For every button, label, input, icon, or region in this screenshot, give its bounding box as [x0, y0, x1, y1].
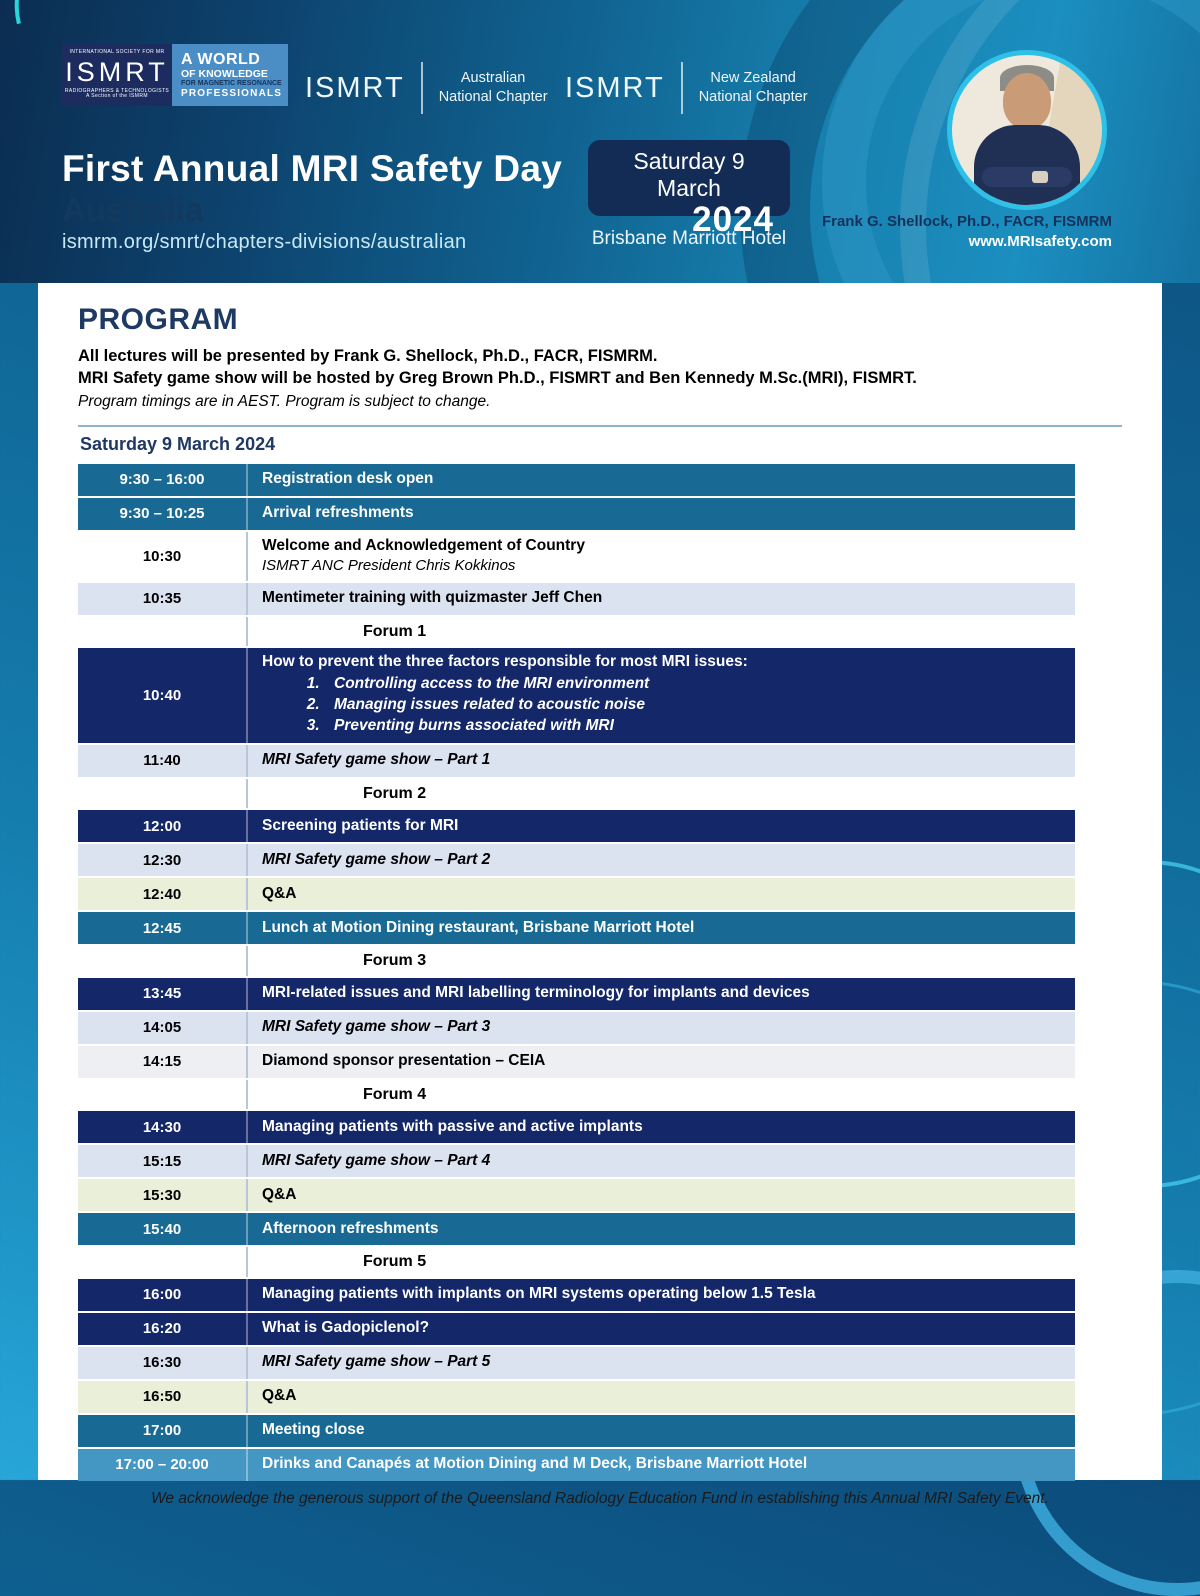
schedule-row — [78, 1415, 1075, 1447]
schedule-time: 9:30 – 16:00 — [78, 464, 248, 496]
schedule-time: 15:30 — [78, 1179, 248, 1211]
event-date: Saturday 9 March — [633, 148, 745, 201]
event-title-text: Meeting close — [262, 1421, 365, 1439]
schedule-row — [78, 878, 1075, 910]
ismrt-logo-mark — [62, 44, 172, 106]
schedule-row — [78, 1213, 1075, 1245]
event-year: 2024 — [692, 200, 774, 239]
program-timing-note: Program timings are in AEST. Program is subject to change. — [78, 392, 491, 410]
schedule-time: 13:45 — [78, 978, 248, 1010]
chapter-region: New Zealand — [710, 70, 796, 87]
event-title-text: MRI Safety game show – Part 4 — [262, 1151, 491, 1169]
schedule-event — [248, 1013, 1075, 1042]
program-sheet — [38, 283, 1162, 1507]
event-list-item: 1. Controlling access to the MRI environment — [324, 675, 1061, 694]
schedule-row — [78, 1046, 1075, 1078]
schedule-event — [248, 979, 1075, 1008]
schedule-event — [248, 880, 1075, 909]
schedule-time: 15:40 — [78, 1213, 248, 1245]
event-list-item: 3. Preventing burns associated with MRI — [324, 717, 1061, 736]
schedule-row — [78, 1247, 1075, 1277]
acknowledgement-note: We acknowledge the generous support of the Queensland Radiology Education Fund in establishing this Annual MRI Safety Event. — [151, 1489, 1049, 1507]
chapter-divider — [681, 62, 683, 114]
tagline-line4: PROFESSIONALS — [181, 88, 283, 100]
schedule-event — [248, 1247, 1075, 1277]
schedule-row — [78, 844, 1075, 876]
schedule-time: 12:45 — [78, 912, 248, 944]
event-title-text: What is Gadopiclenol? — [262, 1319, 430, 1337]
event-title-text: Managing patients with passive and active implants — [262, 1117, 643, 1135]
forum-label: Forum 1 — [363, 622, 427, 640]
schedule-event — [248, 617, 1075, 647]
schedule-row — [78, 745, 1075, 777]
schedule-row — [78, 464, 1075, 496]
schedule-time: 12:40 — [78, 878, 248, 910]
schedule-time: 16:30 — [78, 1347, 248, 1379]
schedule-row — [78, 1012, 1075, 1044]
event-venue: Brisbane Marriott Hotel — [591, 228, 787, 249]
event-title-text: MRI Safety game show – Part 2 — [262, 850, 491, 868]
schedule-row — [78, 946, 1075, 976]
schedule-row — [78, 1449, 1075, 1481]
schedule-time: 12:30 — [78, 844, 248, 876]
schedule-time: 17:00 — [78, 1415, 248, 1447]
schedule-time: 14:30 — [78, 1111, 248, 1143]
schedule-time: 17:00 – 20:00 — [78, 1449, 248, 1481]
chapter-divider — [421, 62, 423, 114]
schedule-event — [248, 746, 1075, 775]
schedule-time — [78, 946, 248, 976]
event-title-text: MRI Safety game show – Part 3 — [262, 1018, 491, 1036]
schedule-row — [78, 532, 1075, 581]
speaker-photo-watch — [1032, 171, 1048, 183]
event-title-text: Afternoon refreshments — [262, 1219, 439, 1237]
event-numbered-list — [262, 675, 1061, 736]
speaker-photo-face — [1003, 73, 1051, 129]
schedule-event — [248, 1047, 1075, 1076]
schedule-time: 10:30 — [78, 532, 248, 581]
schedule-time: 16:00 — [78, 1279, 248, 1311]
schedule-event — [248, 946, 1075, 976]
schedule-event — [248, 779, 1075, 809]
schedule-event — [248, 648, 1075, 743]
new-zealand-chapter-logo — [565, 62, 808, 114]
ismrt-logo-tagline — [172, 44, 288, 106]
schedule-row — [78, 1179, 1075, 1211]
schedule-event — [248, 499, 1075, 528]
schedule-time: 16:50 — [78, 1381, 248, 1413]
schedule-event — [248, 846, 1075, 875]
event-url: ismrm.org/smrt/chapters-divisions/australian — [62, 231, 467, 253]
chapter-brand: ISMRT — [305, 71, 405, 104]
schedule-row — [78, 498, 1075, 530]
tagline-line2: OF KNOWLEDGE — [181, 67, 268, 80]
event-banner — [0, 0, 1200, 283]
forum-label: Forum 2 — [363, 784, 427, 802]
speaker-name: Frank G. Shellock, Ph.D., FACR, FISMRM — [821, 213, 1112, 230]
schedule-time: 10:35 — [78, 583, 248, 615]
schedule-time: 16:20 — [78, 1313, 248, 1345]
schedule-row — [78, 978, 1075, 1010]
ismrt-logo — [62, 44, 288, 106]
event-title-text: MRI Safety game show – Part 1 — [262, 751, 491, 769]
tagline-line3: FOR MAGNETIC RESONANCE — [181, 80, 282, 88]
schedule-row — [78, 1080, 1075, 1110]
schedule-time: 14:05 — [78, 1012, 248, 1044]
logo-radiographers-text: RADIOGRAPHERS & TECHNOLOGISTS — [64, 87, 170, 94]
chapter-region: Australian — [460, 70, 526, 87]
event-title-text: Q&A — [262, 884, 297, 902]
event-title-text: Screening patients for MRI — [262, 816, 459, 834]
schedule-row — [78, 810, 1075, 842]
schedule-time: 12:00 — [78, 810, 248, 842]
event-title-text: Lunch at Motion Dining restaurant, Brisbane Marriott Hotel — [262, 918, 695, 936]
schedule-row — [78, 1111, 1075, 1143]
schedule-event — [248, 812, 1075, 841]
program-heading: PROGRAM — [78, 303, 239, 336]
schedule-row — [78, 648, 1075, 743]
speaker-caption — [822, 212, 1112, 251]
forum-label: Forum 5 — [363, 1253, 427, 1271]
event-title-text: Q&A — [262, 1185, 297, 1203]
schedule-time: 10:40 — [78, 648, 248, 743]
schedule-row — [78, 1313, 1075, 1345]
schedule-row — [78, 1279, 1075, 1311]
schedule-time: 14:15 — [78, 1046, 248, 1078]
event-list-item: 2. Managing issues related to acoustic noise — [324, 696, 1061, 715]
schedule-row — [78, 1347, 1075, 1379]
speaker-website: www.MRIsafety.com — [968, 232, 1112, 250]
section-divider — [78, 425, 1122, 427]
logo-section-text: A Section of the ISMRM — [86, 93, 148, 100]
event-title-text: Diamond sponsor presentation – CEIA — [262, 1052, 546, 1070]
event-title-text: How to prevent the three factors responsible for most MRI issues: — [262, 653, 748, 671]
schedule-event — [248, 1080, 1075, 1110]
day-heading: Saturday 9 March 2024 — [80, 433, 276, 454]
australian-chapter-logo — [305, 62, 548, 114]
logo-acronym: ISMRT — [65, 56, 169, 87]
schedule-event — [248, 1348, 1075, 1377]
schedule-row — [78, 912, 1075, 944]
event-title-text: MRI Safety game show – Part 5 — [262, 1353, 491, 1371]
schedule-event — [248, 1181, 1075, 1210]
schedule-time — [78, 617, 248, 647]
schedule-row — [78, 617, 1075, 647]
schedule-event — [248, 1280, 1075, 1309]
schedule-time: 9:30 – 10:25 — [78, 498, 248, 530]
chapter-label: National Chapter — [698, 89, 808, 105]
program-hosts-line: MRI Safety game show will be hosted by Greg Brown Ph.D., FISMRT and Ben Kennedy M.Sc.(MRI), FISMRT. — [78, 369, 917, 388]
event-title-text: Drinks and Canapés at Motion Dining and M Deck, Brisbane Marriott Hotel — [262, 1455, 808, 1473]
chapter-label: National Chapter — [438, 89, 548, 105]
schedule-event — [248, 1113, 1075, 1142]
chapter-brand: ISMRT — [565, 71, 665, 104]
schedule-event — [248, 465, 1075, 494]
event-subtitle: Australia — [62, 191, 204, 228]
event-subtitle-text: ISMRT ANC President Chris Kokkinos — [262, 557, 516, 575]
event-title-text: Arrival refreshments — [262, 504, 414, 522]
schedule-row — [78, 1381, 1075, 1413]
schedule-event — [248, 1147, 1075, 1176]
event-title-text: MRI-related issues and MRI labelling terminology for implants and devices — [262, 984, 810, 1002]
schedule-event — [248, 584, 1075, 613]
schedule-time: 11:40 — [78, 745, 248, 777]
event-title-text: Mentimeter training with quizmaster Jeff Chen — [262, 589, 603, 607]
event-title-text: Q&A — [262, 1387, 297, 1405]
schedule-event — [248, 1215, 1075, 1244]
schedule-event — [248, 1450, 1075, 1479]
schedule-time — [78, 1247, 248, 1277]
forum-label: Forum 3 — [363, 952, 427, 970]
schedule-time: 15:15 — [78, 1145, 248, 1177]
schedule-event — [248, 914, 1075, 943]
schedule-event — [248, 532, 1075, 581]
schedule-event — [248, 1382, 1075, 1411]
speaker-photo — [947, 50, 1107, 210]
forum-label: Forum 4 — [363, 1085, 427, 1103]
event-title-text: Welcome and Acknowledgement of Country — [262, 536, 585, 554]
schedule-event — [248, 1314, 1075, 1343]
schedule-event — [248, 1416, 1075, 1445]
event-title-text: Managing patients with implants on MRI systems operating below 1.5 Tesla — [262, 1285, 816, 1303]
schedule-row — [78, 583, 1075, 615]
logo-intl-text: INTERNATIONAL SOCIETY FOR MR — [69, 48, 165, 55]
schedule-time — [78, 1080, 248, 1110]
speaker-photo-arms — [982, 167, 1072, 187]
program-lecturer-line: All lectures will be presented by Frank G. Shellock, Ph.D., FACR, FISMRM. — [78, 347, 658, 365]
tagline-line1: A WORLD — [181, 50, 261, 68]
schedule-table — [78, 464, 1075, 1481]
schedule-row — [78, 1145, 1075, 1177]
event-title: First Annual MRI Safety Day — [62, 148, 563, 189]
schedule-time — [78, 779, 248, 809]
event-title-text: Registration desk open — [262, 470, 434, 488]
schedule-row — [78, 779, 1075, 809]
